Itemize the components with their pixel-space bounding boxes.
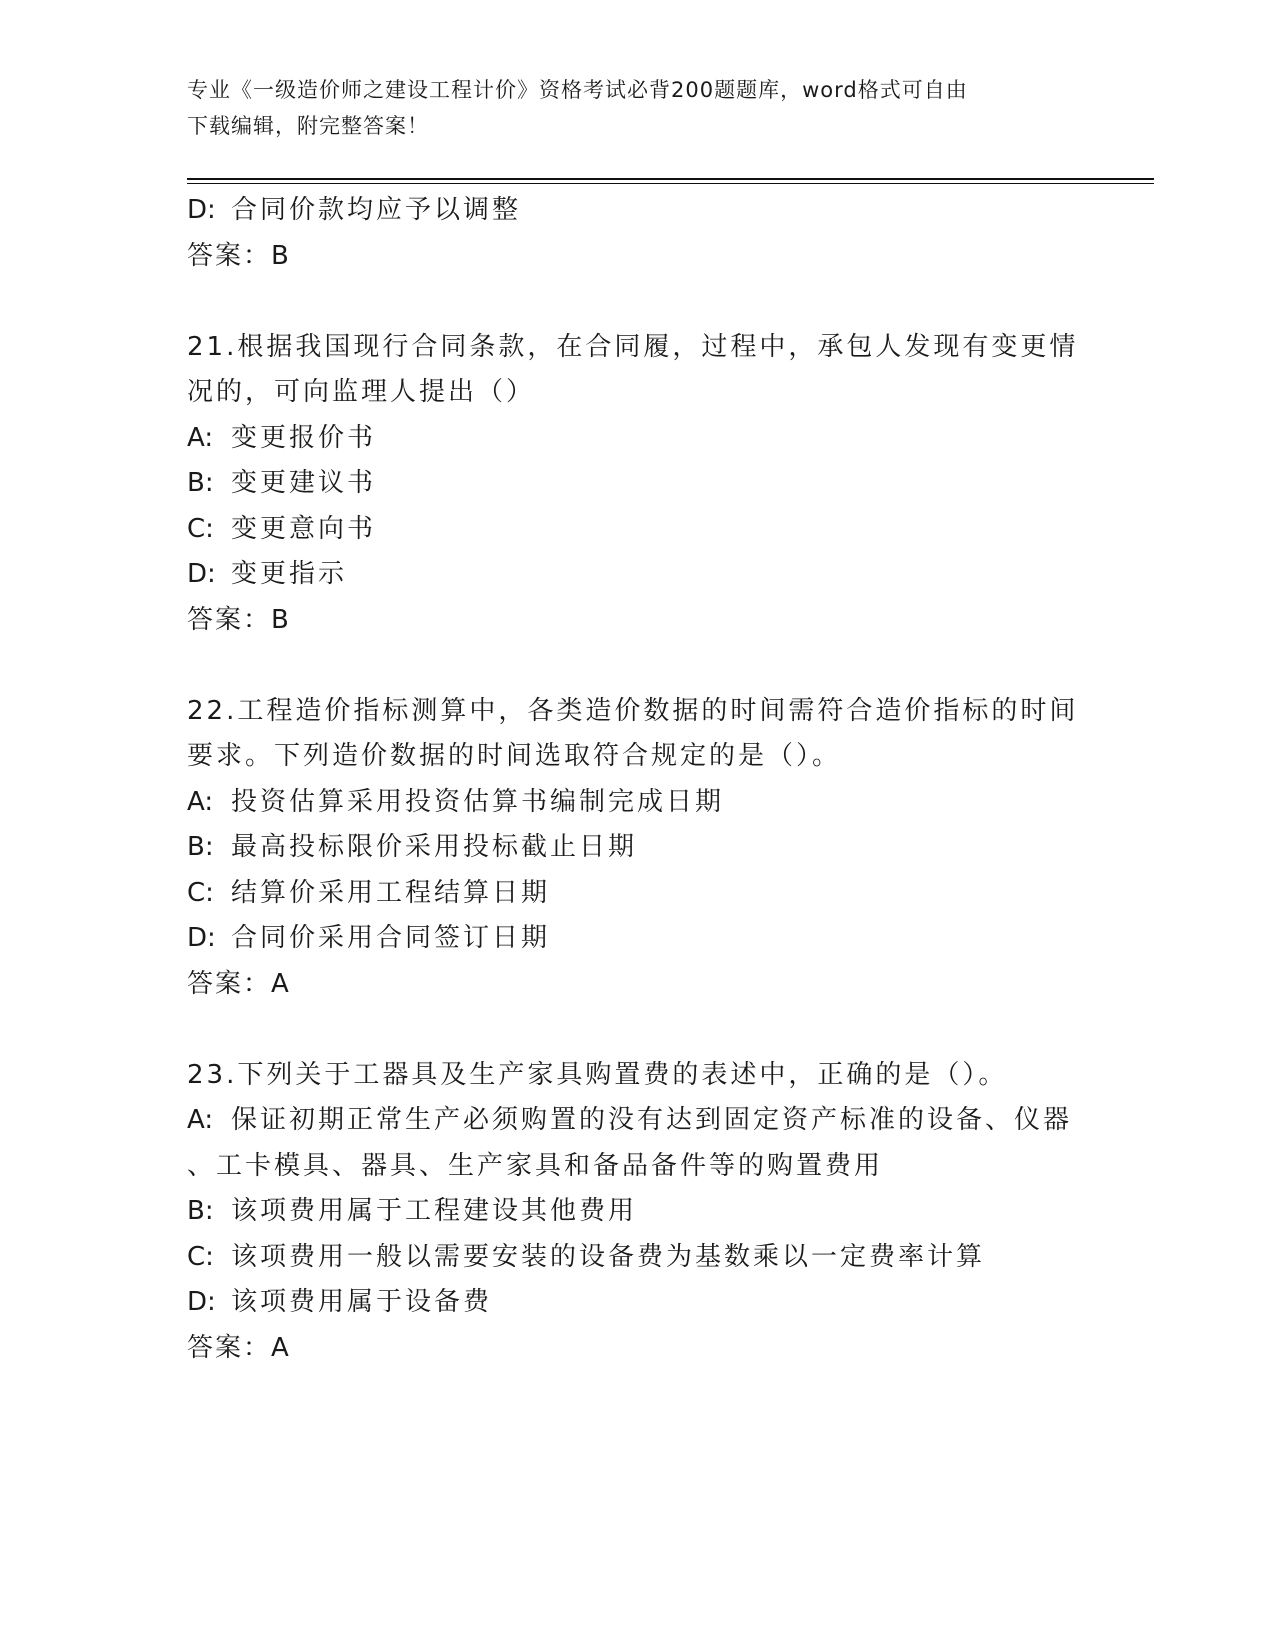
- option-c: [187, 507, 1087, 553]
- question-stem-line: 23.下列关于工器具及生产家具购置费的表述中，正确的是（）。: [187, 1059, 1008, 1090]
- option-d: [187, 188, 1087, 234]
- question-stem-line: 22.工程造价指标测算中，各类造价数据的时间需符合造价指标的时间: [187, 695, 1079, 726]
- option-label: B:: [187, 832, 214, 862]
- option-text: 变更意向书: [231, 513, 377, 544]
- answer: 答案：B: [187, 604, 291, 635]
- option-a-continuation: 、工卡模具、器具、生产家具和备品备件等的购置费用: [187, 1150, 884, 1181]
- option-a: [187, 1098, 1087, 1144]
- header-divider: [187, 178, 1154, 184]
- option-d: [187, 1280, 1087, 1326]
- question-21: [187, 325, 1087, 644]
- option-d: [187, 552, 1087, 598]
- option-text: 最高投标限价采用投标截止日期: [231, 832, 638, 862]
- option-label: C:: [187, 513, 214, 544]
- option-label: A:: [187, 1105, 214, 1135]
- option-label: A:: [187, 422, 214, 453]
- option-c: [187, 1235, 1087, 1281]
- option-text: 结算价采用工程结算日期: [231, 877, 551, 908]
- option-c: [187, 871, 1087, 917]
- question-stem-line: 21.根据我国现行合同条款，在合同履，过程中，承包人发现有变更情: [187, 331, 1079, 362]
- option-text: 该项费用一般以需要安装的设备费为基数乘以一定费率计算: [231, 1241, 986, 1272]
- option-label: D:: [187, 195, 216, 225]
- question-stem-line: 况的，可向监理人提出（）: [187, 377, 536, 407]
- question-23: [187, 1053, 1087, 1372]
- option-text: 保证初期正常生产必须购置的没有达到固定资产标准的设备、仪器: [231, 1105, 1073, 1135]
- option-label: B:: [187, 468, 214, 498]
- option-label: D:: [187, 559, 216, 589]
- option-b: [187, 461, 1087, 507]
- option-label: D:: [187, 923, 216, 953]
- option-text: 变更指示: [231, 559, 348, 589]
- option-a: [187, 780, 1087, 826]
- option-text: 该项费用属于设备费: [231, 1287, 493, 1317]
- option-text: 变更报价书: [231, 422, 377, 453]
- question-stem-line: 要求。下列造价数据的时间选取符合规定的是（）。: [187, 741, 842, 771]
- option-text: 该项费用属于工程建设其他费用: [231, 1196, 638, 1226]
- option-label: C:: [187, 1241, 214, 1272]
- option-b: [187, 1189, 1087, 1235]
- question-content: [187, 188, 1087, 1371]
- option-text: 投资估算采用投资估算书编制完成日期: [231, 786, 725, 817]
- option-text: 变更建议书: [231, 468, 377, 498]
- answer: 答案：B: [187, 240, 291, 271]
- answer: 答案：A: [187, 968, 291, 999]
- page-header: [187, 72, 1087, 144]
- option-text: 合同价采用合同签订日期: [231, 923, 551, 953]
- option-label: A:: [187, 786, 214, 817]
- option-b: [187, 825, 1087, 871]
- option-label: D:: [187, 1287, 216, 1317]
- option-text: 合同价款均应予以调整: [231, 195, 522, 225]
- option-label: C:: [187, 877, 214, 908]
- question-22: [187, 689, 1087, 1008]
- answer: 答案：A: [187, 1332, 291, 1363]
- option-a: [187, 416, 1087, 462]
- header-line-2: 下载编辑，附完整答案！: [187, 114, 429, 138]
- option-d: [187, 916, 1087, 962]
- header-line-1: 专业《一级造价师之建设工程计价》资格考试必背200题题库，word格式可自由: [187, 78, 968, 102]
- option-label: B:: [187, 1196, 214, 1226]
